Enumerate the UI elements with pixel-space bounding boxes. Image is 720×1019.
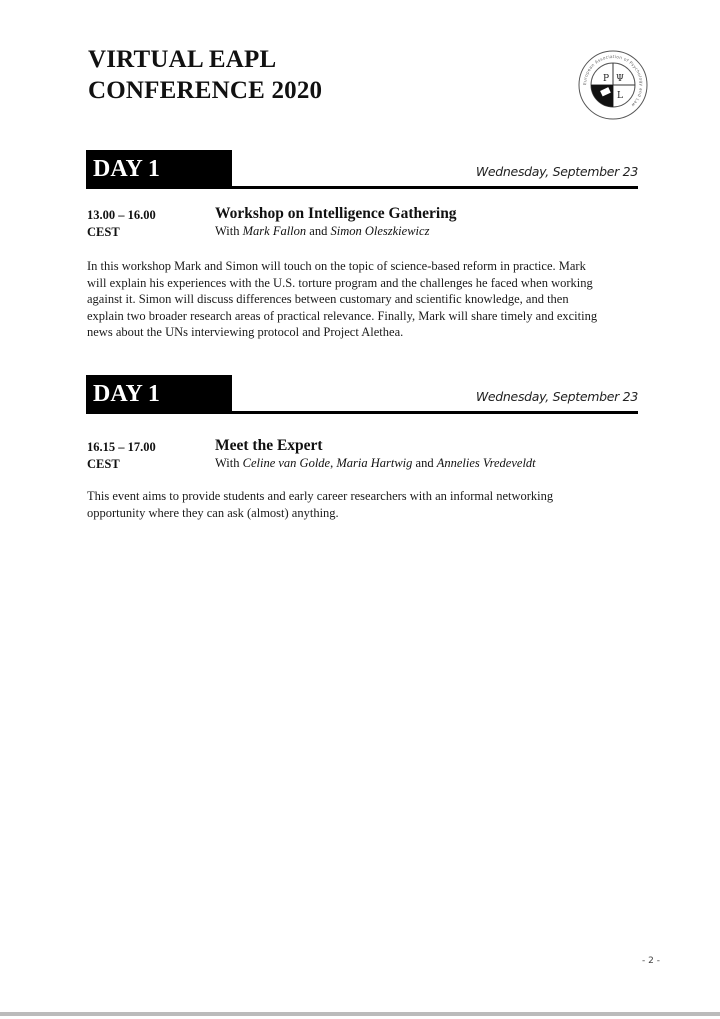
session-time: 13.00 – 16.00 CEST — [87, 208, 156, 239]
title-line-2: CONFERENCE 2020 — [88, 77, 323, 104]
speaker-name: Simon Oleszkiewicz — [330, 224, 430, 238]
speaker-name: Maria Hartwig — [336, 456, 413, 470]
speaker-name: Mark Fallon — [242, 224, 307, 238]
title-line-1: VIRTUAL EAPL — [88, 46, 277, 73]
day-label: DAY 1 — [86, 150, 232, 188]
session-timezone: CEST — [87, 225, 120, 239]
session-title: Meet the Expert — [215, 437, 323, 454]
bottom-border — [0, 1012, 720, 1016]
day-divider — [86, 411, 638, 414]
logo-letter-psi: Ψ — [616, 74, 624, 84]
session-meet-the-expert — [87, 439, 647, 475]
session-workshop — [87, 207, 647, 243]
logo-letter-p: P — [602, 74, 610, 84]
session-title: Workshop on Intelligence Gathering — [215, 205, 457, 222]
eapl-logo — [578, 50, 648, 120]
day-header — [86, 375, 638, 415]
session-timezone: CEST — [87, 457, 120, 471]
speaker-name: Annelies Vredeveldt — [436, 456, 536, 470]
logo-letter-l: L — [617, 91, 623, 101]
day-date: Wednesday, September 23 — [475, 164, 638, 179]
session-speakers: With Celine van Golde, Maria Hartwig and Annelies Vredeveldt — [215, 456, 536, 470]
session-description: In this workshop Mark and Simon will touch on the topic of science-based reform in practice. Mark will explain his experiences with the U.S. torture program and the challenges he faced when working against it. Simon will discuss differences between customary and scientific knowledge, and then explain two broader research areas of practical relevance. Finally, Mark will share timely and exciting news about the UNs interviewing protocol and Project Alethea. — [87, 259, 598, 340]
page-number: - 2 - — [642, 956, 660, 966]
day-divider — [86, 186, 638, 189]
day-date: Wednesday, September 23 — [475, 389, 638, 404]
speaker-name: Celine van Golde — [242, 456, 331, 470]
logo-ring-text: European Association of Psychology and Law — [581, 53, 645, 108]
session-speakers: With Mark Fallon and Simon Oleszkiewicz — [215, 224, 430, 238]
day-label: DAY 1 — [86, 375, 232, 413]
session-description: This event aims to provide students and early career researchers with an informal networking opportunity where they can ask (almost) anything. — [87, 489, 554, 520]
session-time: 16.15 – 17.00 CEST — [87, 440, 156, 471]
day-header — [86, 150, 638, 190]
document-title — [88, 44, 322, 106]
